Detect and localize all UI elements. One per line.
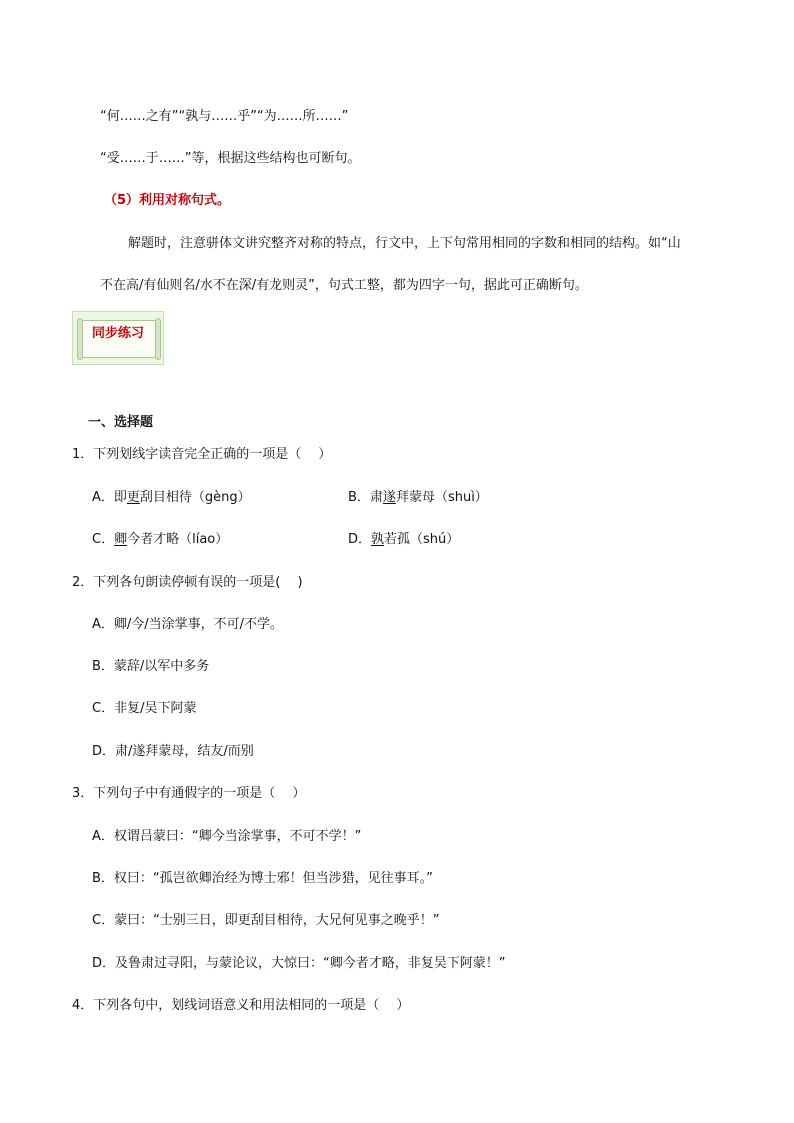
question-2-option-d: D．肃/遂拜蒙母，结友/而别: [92, 744, 254, 759]
question-1-option-d: D．孰若孤（shú）: [348, 532, 460, 547]
section-title: 一、选择题: [88, 415, 154, 430]
question-2-option-c: C．非复/吴下阿蒙: [92, 701, 197, 716]
question-3-option-c: C．蒙曰：“士别三日，即更刮目相待，大兄何见事之晚乎！”: [92, 913, 440, 928]
question-3-option-d: D．及鲁肃过寻阳，与蒙论议，大惊曰：“卿今者才略，非复吴下阿蒙！”: [92, 956, 506, 971]
question-3-option-b: B．权曰：“孤岂欲卿治经为博士邪！但当涉猎，见往事耳。”: [92, 871, 433, 886]
paragraph-line-2: 不在高/有仙则名/水不在深/有龙则灵”，句式工整，都为四字一句，据此可正确断句。: [100, 278, 588, 293]
question-3-stem: 3．下列句子中有通假字的一项是（ ）: [72, 786, 306, 801]
question-1-option-c: C．卿今者才略（líao）: [92, 532, 229, 547]
question-1-option-a: A．即更刮目相待（gèng）: [92, 490, 251, 505]
intro-line-2: “受……于……”等，根据这些结构也可断句。: [100, 151, 361, 166]
question-3-option-a: A．权谓吕蒙曰：“卿今当涂掌事，不可不学！”: [92, 829, 362, 844]
intro-line-1: “何……之有”“孰与……乎”“为……所……”: [100, 109, 349, 124]
sync-practice-badge: [72, 311, 164, 365]
question-2-option-a: A．卿/今/当涂掌事，不可/不学。: [92, 617, 284, 632]
badge-label: 同步练习: [91, 326, 144, 341]
paragraph-line-1: 解题时，注意骈体文讲究整齐对称的特点，行文中，上下句常用相同的字数和相同的结构。如“山: [128, 236, 681, 251]
question-1-stem: 1．下列划线字读音完全正确的一项是（ ）: [72, 447, 332, 462]
question-2-stem: 2．下列各句朗读停顿有误的一项是( ): [72, 575, 303, 590]
question-1-option-b: B．肃遂拜蒙母（shuì）: [348, 490, 488, 505]
question-2-option-b: B．蒙辞/以军中多务: [92, 659, 210, 674]
heading-symmetric-sentences: （5）利用对称句式。: [104, 193, 231, 208]
question-4-stem: 4．下列各句中，划线词语意义和用法相同的一项是（ ）: [72, 998, 410, 1013]
